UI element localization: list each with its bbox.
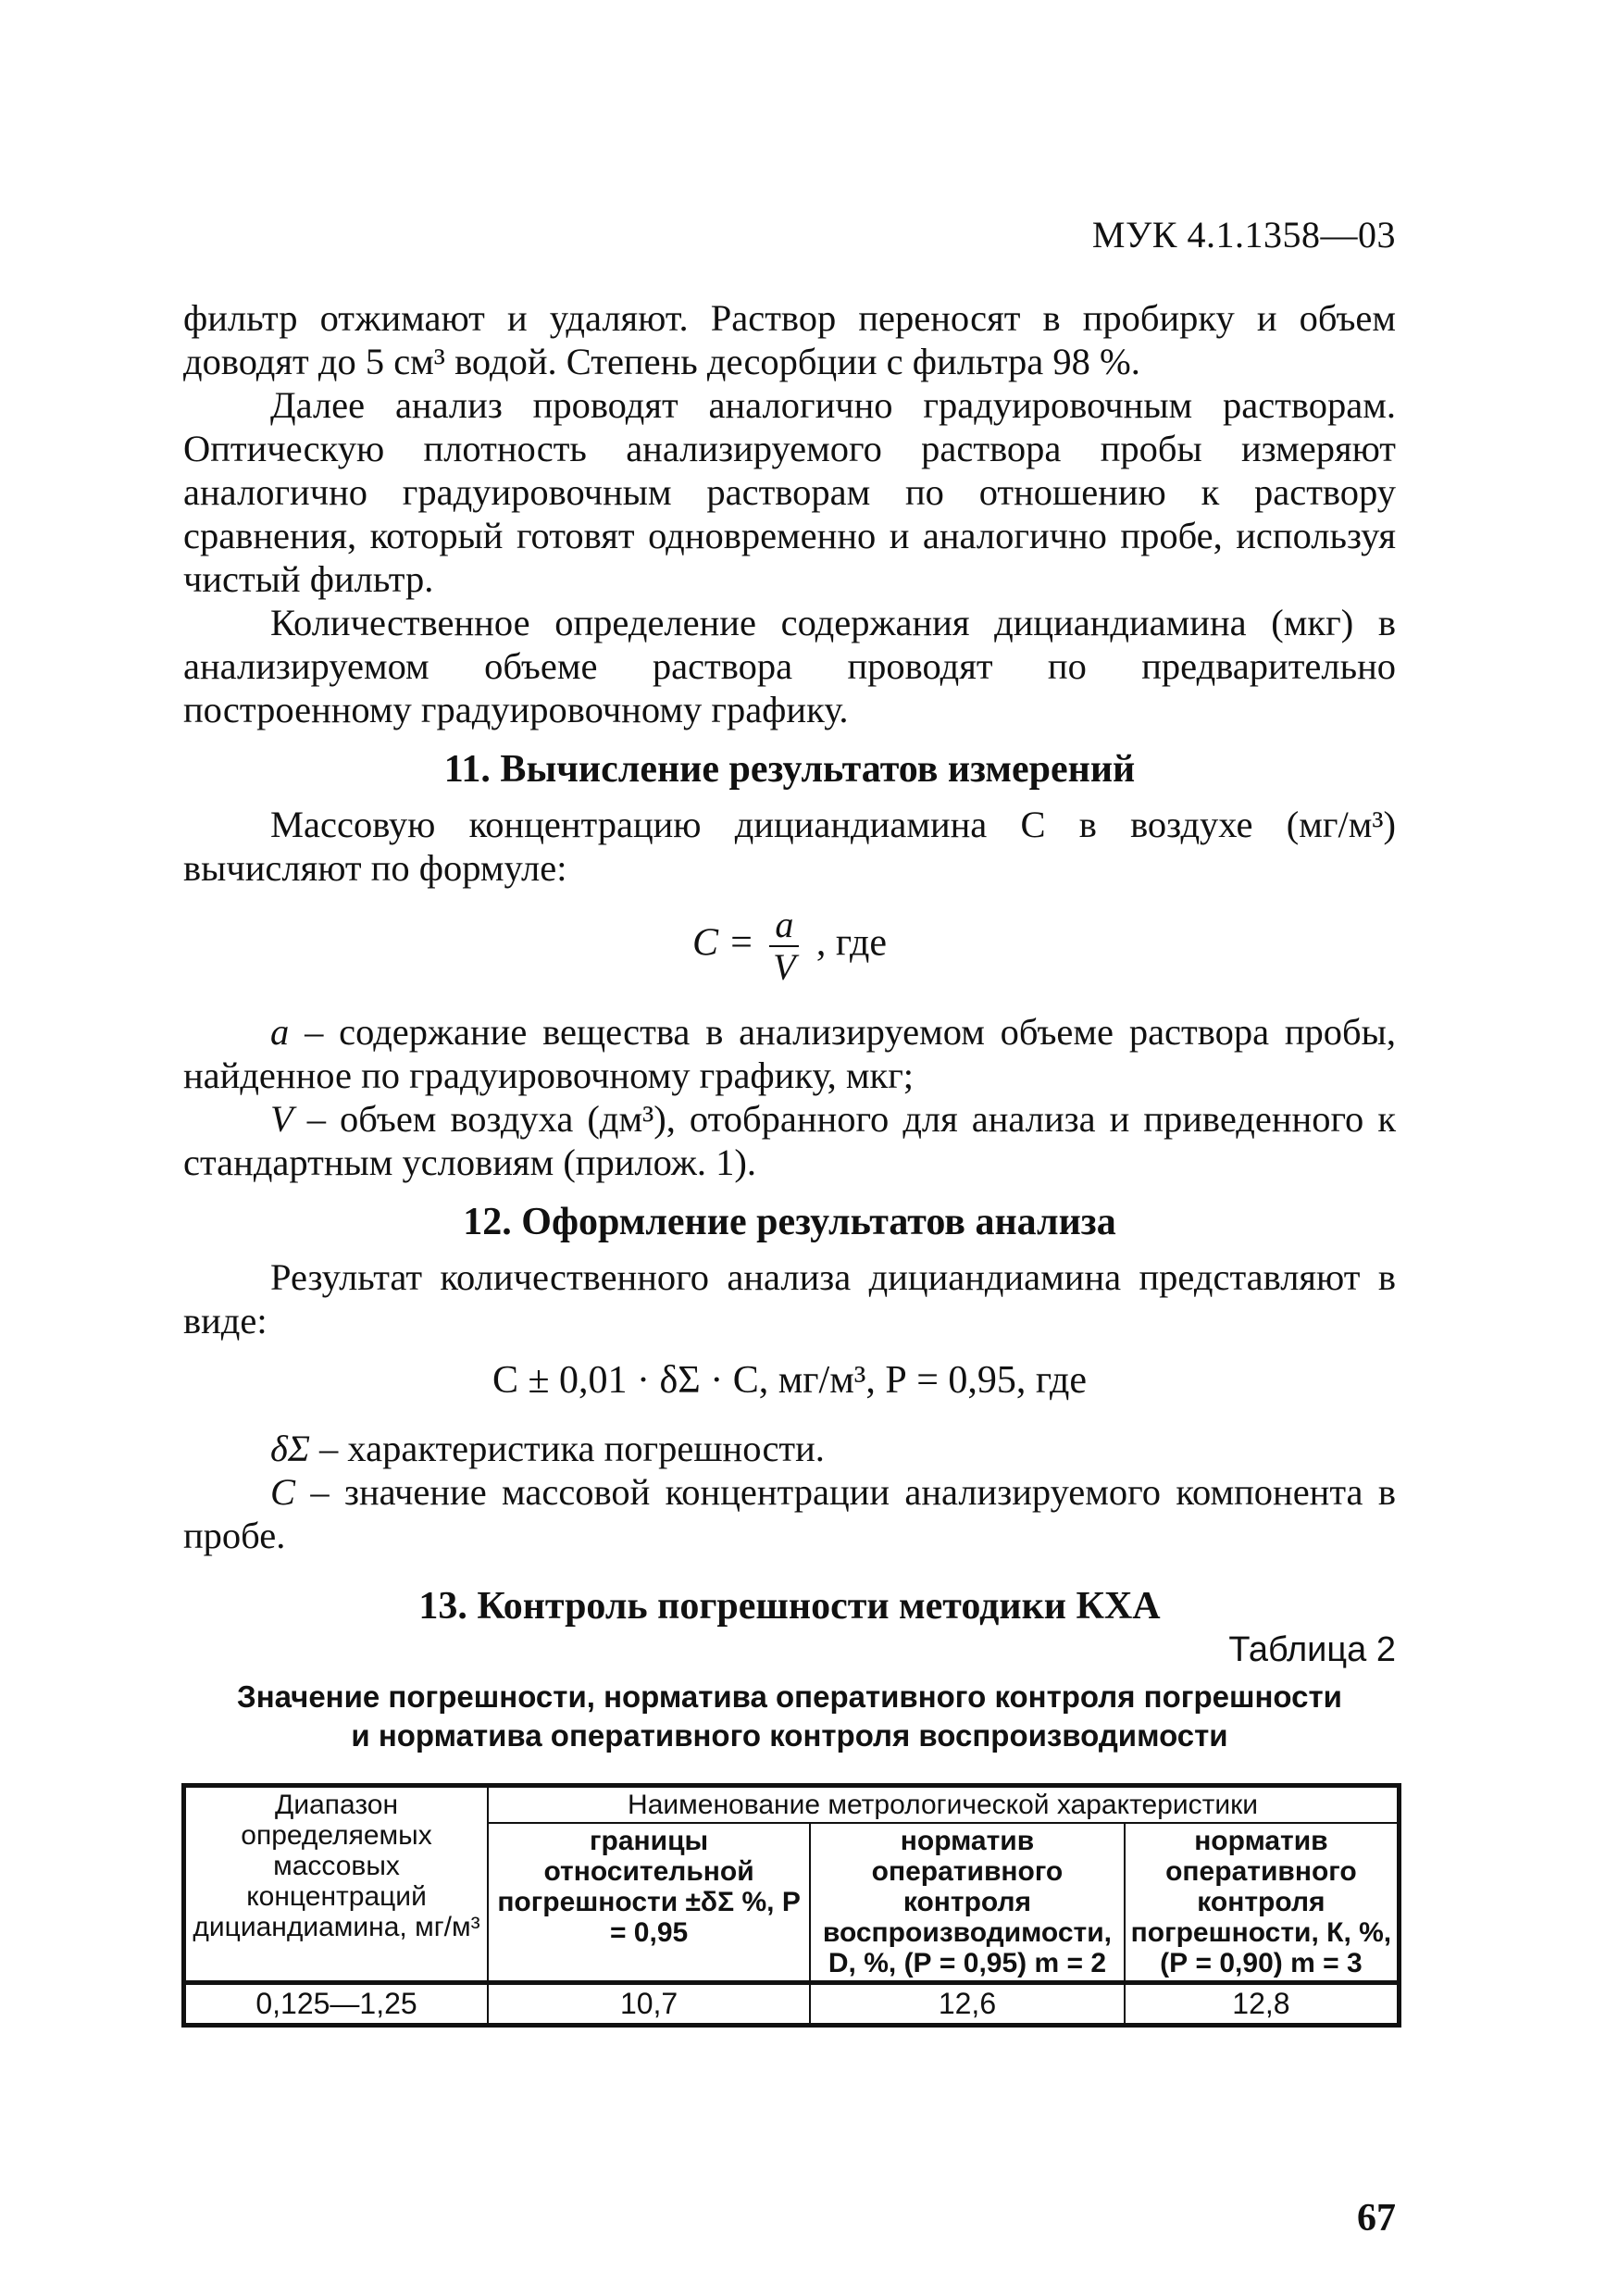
paragraph-1: фильтр отжимают и удаляют. Раствор переносят в пробирку и объем доводят до 5 см³ водой. Степень десорбции с фильтра 98 %. [183,297,1396,382]
table-caption-line-2: и норматива оперативного контроля воспроизводимости [351,1718,1228,1753]
paragraph-2: Далее анализ проводят аналогично градуировочным растворам. Оптическую плотность анализируемого раствора пробы измеряют аналогично градуировочным растворам по отношению к раствору сравнения, который готовят одновременно и аналогично пробе, используя чистый фильтр. [183,384,1396,600]
formula-denominator: V [773,946,796,988]
definition-a [183,1010,1396,1097]
definition-c [183,1470,1396,1557]
definition-delta-symbol: δΣ [270,1428,310,1469]
header-range: Диапазон определяемых массовых концентраций дициандиамина, мг/м³ [184,1786,489,1983]
definition-v-symbol: V [270,1098,293,1140]
header-relative-error: границы относительной погрешности ±δΣ %, Р = 0,95 [488,1823,810,1983]
definition-delta [183,1427,1396,1470]
definition-v-text: – объем воздуха (дм³), отобранного для анализа и приведенного к стандартным условиям (прилож. 1). [183,1098,1396,1183]
table-caption [183,1678,1396,1755]
definition-a-text: – содержание вещества в анализируемом объеме раствора пробы, найденное по градуировочному графику, мкг; [183,1011,1396,1096]
metrology-table [181,1783,1401,2028]
document-code: МУК 4.1.1358—03 [1091,214,1396,256]
definition-a-symbol: а [270,1011,290,1053]
table-caption-line-1: Значение погрешности, норматива оперативного контроля погрешности [237,1679,1342,1714]
section-13-heading: 13. Контроль погрешности методики КХА [418,1585,1161,1628]
section-12-heading: 12. Оформление результатов анализа [463,1201,1116,1243]
formula-tail: , где [815,921,887,965]
formula-numerator: a [769,906,799,947]
definition-v [183,1097,1396,1184]
header-error-control: норматив оперативного контроля погрешности, К, %, (Р = 0,90) m = 3 [1125,1823,1400,1983]
section-12-intro: Результат количественного анализа дициандиамина представляют в виде: [183,1256,1396,1341]
section-11-heading: 11. Вычисление результатов измерений [443,748,1136,791]
formula-fraction [769,906,799,986]
header-reproducibility: норматив оперативного контроля воспроизводимости, D, %, (Р = 0,95) m = 2 [810,1823,1125,1983]
paragraph-3: Количественное определение содержания дициандиамина (мкг) в анализируемом объеме раствора проводят по предварительно построенному градуировочному графику. [183,602,1396,730]
header-group: Наименование метрологической характеристики [488,1786,1399,1824]
cell-reproducibility: 12,6 [810,1983,1125,2026]
body-text [183,296,1396,2028]
table-header-row-1 [184,1786,1400,1824]
definition-c-text: – значение массовой концентрации анализируемого компонента в пробе. [183,1471,1396,1556]
section-11-intro: Массовую концентрацию дициандиамина С в воздухе (мг/м³) вычисляют по формуле: [183,804,1396,889]
table-row [184,1983,1400,2026]
cell-control: 12,8 [1125,1983,1400,2026]
definition-c-symbol: С [270,1471,296,1513]
document-page [183,204,1396,2240]
formula-result: С ± 0,01 · δΣ · С, мг/м³, Р = 0,95, где [492,1359,1088,1402]
table-label: Таблица 2 [1228,1630,1396,1669]
cell-error: 10,7 [488,1983,810,2026]
definition-delta-text: – характеристика погрешности. [309,1428,825,1469]
formula-lhs: C = [691,921,754,965]
cell-range: 0,125—1,25 [184,1983,489,2026]
page-number: 67 [1357,2197,1396,2240]
formula-concentration [183,906,1396,986]
